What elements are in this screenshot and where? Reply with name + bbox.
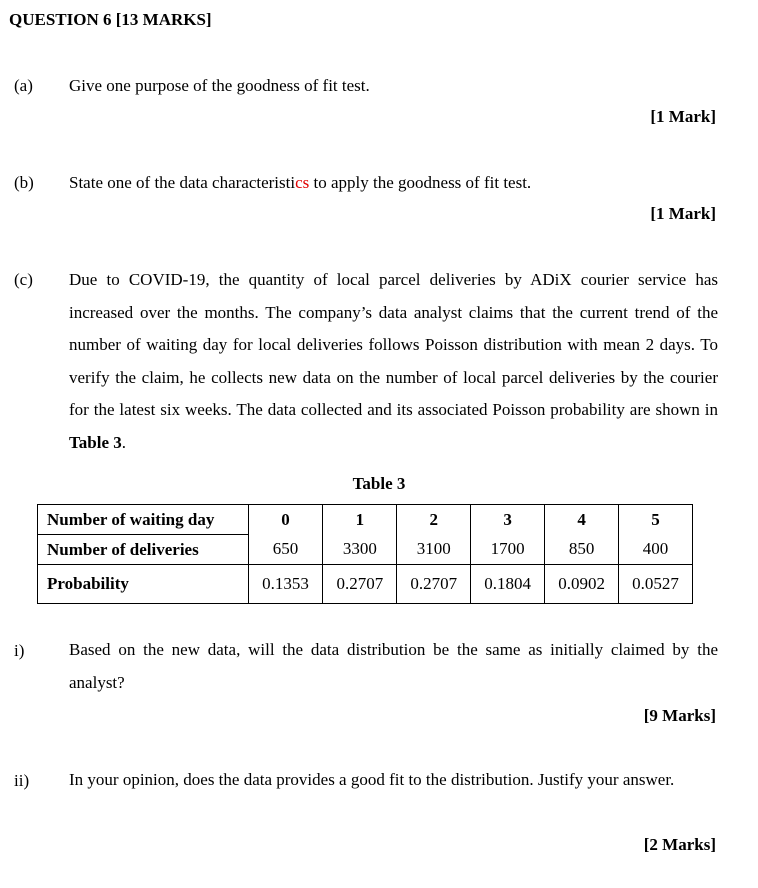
table-caption: Table 3 <box>352 474 406 493</box>
table-cell: 3100 <box>397 535 471 565</box>
table-cell: 4 <box>545 505 619 535</box>
part-ii-marks: [2 Marks] <box>643 835 716 854</box>
question-title: QUESTION 6 [13 MARKS] <box>9 10 212 29</box>
part-ii-label: ii) <box>14 771 30 790</box>
table-cell: 0.1353 <box>248 565 323 604</box>
table-row <box>38 535 693 565</box>
part-c-body: Due to COVID-19, the quantity of local parcel deliveries by ADiX courier service has increased over the months. The company’s data analyst claims that the current trend of the number of waiting day for local deliveries follows Poisson distribution with mean 2 days. To verify the claim, he collects new data on the number of local parcel deliveries by the courier for the latest six weeks. The data collected and its associated Poisson probability are shown in <box>69 270 718 420</box>
table-cell: 0.0527 <box>619 565 693 604</box>
table-cell: 0.2707 <box>323 565 397 604</box>
table-cell: 0.1804 <box>471 565 545 604</box>
part-b-label: (b) <box>14 173 34 192</box>
table-cell: 0.0902 <box>545 565 619 604</box>
part-b-marks: [1 Mark] <box>650 204 716 223</box>
row-header-waiting-day: Number of waiting day <box>38 505 249 535</box>
table-cell: 650 <box>248 535 323 565</box>
part-a-text: Give one purpose of the goodness of fit test. <box>69 76 370 95</box>
table-cell: 0.2707 <box>397 565 471 604</box>
table-cell: 850 <box>545 535 619 565</box>
part-b-text <box>69 173 719 193</box>
part-i-label: i) <box>14 641 25 660</box>
part-a-label: (a) <box>14 76 33 95</box>
part-b-text-before: State one of the data characteristi <box>69 173 296 192</box>
part-i-marks: [9 Marks] <box>643 706 716 725</box>
part-c-table-ref: Table 3 <box>69 432 122 452</box>
part-ii-text: In your opinion, does the data provides a good fit to the distribution. Justify your answer. <box>69 770 675 789</box>
part-c-label: (c) <box>14 270 33 289</box>
part-i-text: Based on the new data, will the data distribution be the same as initially claimed by the analyst? <box>69 640 718 692</box>
data-table <box>37 504 693 604</box>
table-cell: 400 <box>619 535 693 565</box>
part-b-text-after: to apply the goodness of fit test. <box>309 173 532 192</box>
table-cell: 1 <box>323 505 397 535</box>
row-header-probability: Probability <box>38 565 249 604</box>
table-cell: 5 <box>619 505 693 535</box>
part-c-end: . <box>121 432 127 452</box>
row-header-deliveries: Number of deliveries <box>38 535 249 565</box>
table-cell: 3300 <box>323 535 397 565</box>
table-row <box>38 505 693 535</box>
table-cell: 1700 <box>471 535 545 565</box>
part-a-marks: [1 Mark] <box>650 107 716 126</box>
part-c-text <box>69 264 718 460</box>
table-row <box>38 565 693 604</box>
table-cell: 2 <box>397 505 471 535</box>
table-cell: 0 <box>248 505 323 535</box>
table-cell: 3 <box>471 505 545 535</box>
part-b-text-highlight: cs <box>295 173 310 192</box>
